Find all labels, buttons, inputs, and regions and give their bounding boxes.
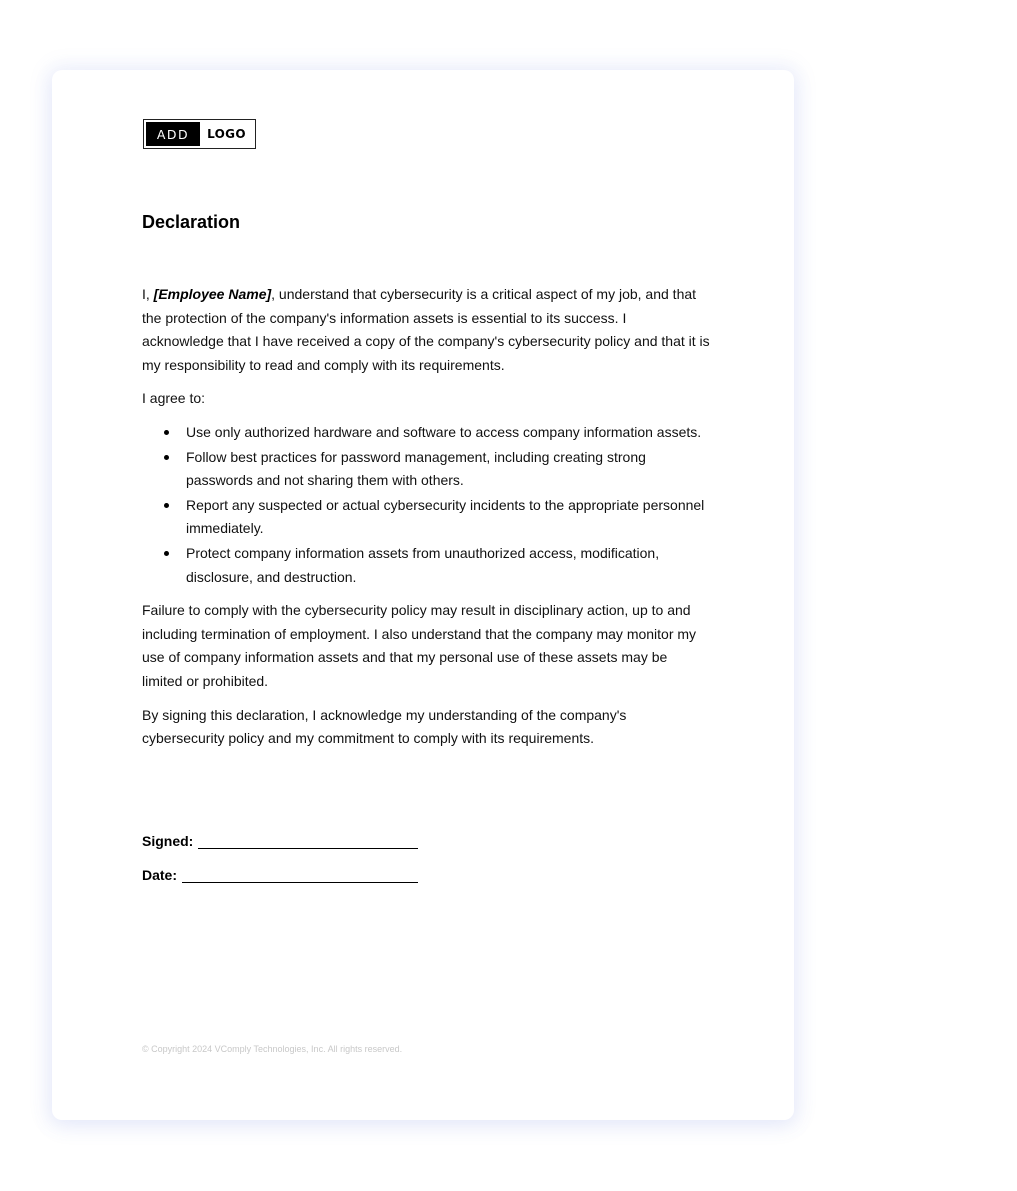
signature-line[interactable] [198,834,418,849]
copyright-notice: © Copyright 2024 VComply Technologies, Inc. All rights reserved. [142,1044,403,1054]
signed-row [142,833,418,849]
agree-label: I agree to: [142,390,206,407]
list-item: Protect company information assets from unauthorized access, modification, disclosure, and destruction. [186,542,710,589]
intro-prefix: I, [142,286,154,302]
date-label: Date: [142,867,178,883]
date-line[interactable] [182,868,418,883]
list-item: Follow best practices for password management, including creating strong passwords and not sharing them with others. [186,446,710,493]
logo-placeholder [143,119,256,149]
logo-logo-text: LOGO [207,127,246,141]
list-item: Report any suspected or actual cybersecurity incidents to the appropriate personnel immediately. [186,494,710,541]
logo-add-text: ADD [146,122,200,146]
date-row [142,867,418,883]
intro-text: , understand that cybersecurity is a critical aspect of my job, and that the protection of the company's information assets is essential to its success. I acknowledge that I have received a copy of the company's cybersecurity policy and that it is my responsibility to read and comply with its requirements. [142,286,710,373]
failure-paragraph: Failure to comply with the cybersecurity policy may result in disciplinary action, up to and including termination of employment. I also understand that the company may monitor my use of company information assets and that my personal use of these assets may be limited or prohibited. [142,602,697,689]
document-page [52,70,794,1120]
closing-paragraph: By signing this declaration, I acknowledge my understanding of the company's cybersecurity policy and my commitment to comply with its requirements. [142,706,627,747]
list-item: Use only authorized hardware and software to access company information assets. [186,421,710,445]
employee-name-placeholder: [Employee Name] [153,286,272,302]
agreement-list [142,421,710,589]
document-title: Declaration [142,212,241,232]
declaration-body [142,283,710,761]
signed-label: Signed: [142,833,194,849]
intro-paragraph [142,283,710,377]
